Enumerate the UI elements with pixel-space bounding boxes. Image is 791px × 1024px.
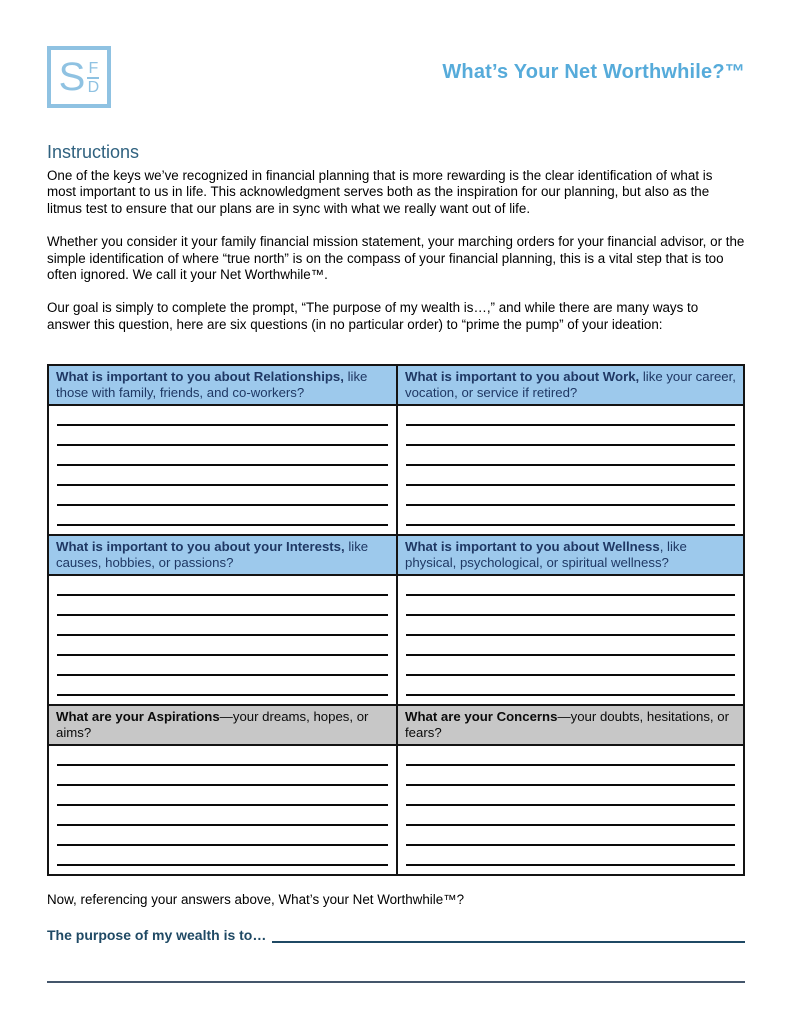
- write-line: [406, 826, 735, 846]
- write-line: [57, 446, 388, 466]
- write-line: [406, 446, 735, 466]
- question-header-concerns: [398, 704, 743, 746]
- write-line: [406, 746, 735, 766]
- write-line: [406, 616, 735, 636]
- question-rest-text: like those with family, friends, and co-workers?: [56, 369, 368, 401]
- purpose-lead-text: The purpose of my wealth is to…: [47, 927, 267, 944]
- logo-letter-s: S: [58, 55, 86, 99]
- cell-aspirations: [49, 704, 396, 874]
- write-line: [57, 766, 388, 786]
- question-header-aspirations: [49, 704, 396, 746]
- write-line: [406, 786, 735, 806]
- write-line: [406, 636, 735, 656]
- instructions-heading: Instructions: [47, 142, 140, 162]
- write-line: [406, 656, 735, 676]
- question-rest-text: —your doubts, hesitations, or fears?: [405, 709, 729, 741]
- answer-area-aspirations: [49, 746, 396, 874]
- write-line: [57, 616, 388, 636]
- write-line: [57, 786, 388, 806]
- write-line: [57, 576, 388, 596]
- answer-area-wellness: [398, 576, 743, 704]
- purpose-row: [47, 926, 745, 943]
- write-line: [406, 406, 735, 426]
- page-title: What’s Your Net Worthwhile?™: [442, 61, 745, 83]
- write-line: [406, 676, 735, 696]
- write-line: [406, 806, 735, 826]
- write-line: [57, 506, 388, 526]
- logo-letter-f: F: [88, 60, 99, 77]
- write-line: [57, 676, 388, 696]
- instructions-paragraph-1: One of the keys we’ve recognized in financial planning that is more rewarding is the clear identification of what is most important to us in life. This acknowledgment serves both as the inspiration for our planning, but also as the litmus test to ensure that our plans are in sync with what we really want out of life.: [47, 168, 713, 216]
- write-line: [57, 466, 388, 486]
- instructions-paragraph-2: Whether you consider it your family financial mission statement, your marching orders for your financial advisor, or the simple identification of where “true north” is on the compass of your financial planning, this is a vital step that is too often ignored. We call it your Net Worthwhile™.: [47, 234, 745, 283]
- write-line: [57, 406, 388, 426]
- question-header-interests: [49, 534, 396, 576]
- cell-interests: [49, 534, 396, 704]
- write-line: [406, 466, 735, 486]
- question-header-relationships: [49, 366, 396, 406]
- write-line: [57, 636, 388, 656]
- write-line: [406, 576, 735, 596]
- footer-prompt-intro: Now, referencing your answers above, What’s your Net Worthwhile™?: [47, 892, 465, 908]
- write-line: [406, 486, 735, 506]
- write-line: [57, 596, 388, 616]
- answer-area-concerns: [398, 746, 743, 874]
- question-rest-text: like your career, vocation, or service if retired?: [405, 369, 736, 401]
- page-header: [47, 0, 745, 108]
- question-rest-text: —your dreams, hopes, or aims?: [56, 709, 369, 741]
- question-rest-text: , like physical, psychological, or spiritual wellness?: [405, 539, 687, 571]
- cell-work: [396, 366, 743, 534]
- write-line: [57, 846, 388, 866]
- write-line: [57, 746, 388, 766]
- question-bold-text: What is important to you about your Interests,: [56, 539, 345, 555]
- question-rest-text: like causes, hobbies, or passions?: [56, 539, 369, 571]
- write-line: [57, 826, 388, 846]
- question-header-wellness: [398, 534, 743, 576]
- write-line: [57, 656, 388, 676]
- cell-relationships: [49, 366, 396, 534]
- answer-area-work: [398, 406, 743, 534]
- write-line: [406, 596, 735, 616]
- write-line: [406, 426, 735, 446]
- cell-wellness: [396, 534, 743, 704]
- answer-continuation-line: [47, 979, 745, 983]
- write-line: [406, 766, 735, 786]
- question-bold-text: What are your Concerns: [405, 709, 558, 725]
- question-bold-text: What is important to you about Wellness: [405, 539, 660, 555]
- sfd-logo-icon: [47, 46, 111, 108]
- write-line: [406, 846, 735, 866]
- question-bold-text: What are your Aspirations: [56, 709, 220, 725]
- write-line: [406, 506, 735, 526]
- cell-concerns: [396, 704, 743, 874]
- question-bold-text: What is important to you about Work,: [405, 369, 640, 385]
- answer-area-relationships: [49, 406, 396, 534]
- write-line: [57, 486, 388, 506]
- instructions-paragraph-3: Our goal is simply to complete the prompt, “The purpose of my wealth is…,” and while there are many ways to answer this question, here are six questions (in no particular order) to “prime the pump” of your ideation:: [47, 300, 699, 332]
- write-line: [57, 426, 388, 446]
- question-bold-text: What is important to you about Relationships,: [56, 369, 344, 385]
- answer-area-interests: [49, 576, 396, 704]
- question-header-work: [398, 366, 743, 406]
- purpose-blank-line: [272, 926, 745, 943]
- logo-letter-d: D: [87, 79, 100, 96]
- worksheet-table: [47, 364, 745, 876]
- logo-letters-fd: [87, 61, 99, 95]
- write-line: [57, 806, 388, 826]
